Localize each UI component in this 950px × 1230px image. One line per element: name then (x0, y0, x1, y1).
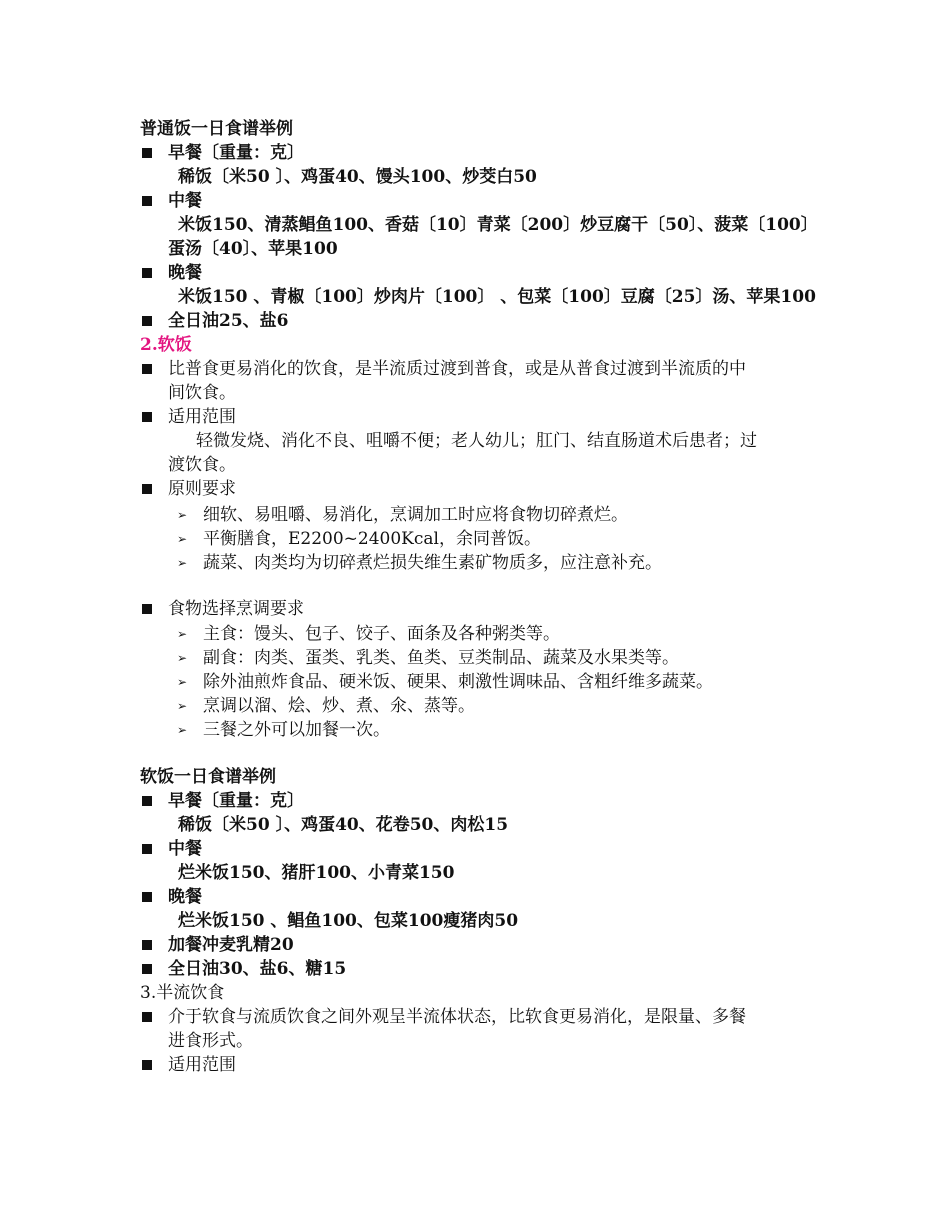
arrowhead-bullet-icon: ➢ (177, 675, 188, 689)
arrowhead-bullet-icon: ➢ (177, 556, 188, 570)
square-bullet-icon (142, 484, 152, 494)
semi-liquid-definition-line-2: 进食形式。 (168, 1031, 253, 1051)
soft-lunch-label: 中餐 (168, 839, 202, 859)
soft-rice-definition-line-1: 比普食更易消化的饮食，是半流质过渡到普食，或是从普食过渡到半流质的中 (168, 359, 746, 379)
lunch-items-line-2: 蛋汤〔40〕、苹果100 (168, 239, 338, 259)
soft-dinner-label: 晚餐 (168, 887, 202, 907)
lunch-label: 中餐 (168, 191, 202, 211)
square-bullet-icon (142, 892, 152, 902)
principle-item: 细软、易咀嚼、易消化，烹调加工时应将食物切碎煮烂。 (203, 505, 628, 525)
square-bullet-icon (142, 604, 152, 614)
principle-item: 平衡膳食，E2200~2400Kcal，余同普饭。 (203, 529, 541, 549)
dinner-label: 晚餐 (168, 263, 202, 283)
food-choice-item: 除外油煎炸食品、硬米饭、硬果、刺激性调味品、含粗纤维多蔬菜。 (203, 672, 713, 692)
square-bullet-icon (142, 364, 152, 374)
scope-text-line-1: 轻微发烧、消化不良、咀嚼不便；老人幼儿；肛门、结直肠道术后患者；过 (196, 431, 757, 451)
breakfast-label: 早餐〔重量：克〕 (168, 143, 304, 163)
square-bullet-icon (142, 1012, 152, 1022)
principle-item: 蔬菜、肉类均为切碎煮烂损失维生素矿物质多，应注意补充。 (203, 553, 662, 573)
arrowhead-bullet-icon: ➢ (177, 508, 188, 522)
daily-oil-salt: 全日油25、盐6 (168, 311, 289, 331)
food-choice-label: 食物选择烹调要求 (168, 599, 304, 619)
square-bullet-icon (142, 268, 152, 278)
breakfast-items: 稀饭〔米50 〕、鸡蛋40、馒头100、炒茭白50 (178, 167, 537, 187)
food-choice-item: 三餐之外可以加餐一次。 (203, 720, 390, 740)
scope-text-line-2: 渡饮食。 (168, 455, 236, 475)
soft-breakfast-label: 早餐〔重量：克〕 (168, 791, 304, 811)
square-bullet-icon (142, 316, 152, 326)
arrowhead-bullet-icon: ➢ (177, 699, 188, 713)
square-bullet-icon (142, 940, 152, 950)
arrowhead-bullet-icon: ➢ (177, 627, 188, 641)
square-bullet-icon (142, 1060, 152, 1070)
arrowhead-bullet-icon: ➢ (177, 532, 188, 546)
semi-liquid-definition-line-1: 介于软食与流质饮食之间外观呈半流体状态，比软食更易消化，是限量、多餐 (168, 1007, 746, 1027)
dinner-items: 米饭150 、青椒〔100〕炒肉片〔100〕 、包菜〔100〕豆腐〔25〕汤、苹果100 (178, 287, 816, 307)
square-bullet-icon (142, 964, 152, 974)
square-bullet-icon (142, 796, 152, 806)
semi-liquid-scope-label: 适用范围 (168, 1055, 236, 1075)
square-bullet-icon (142, 196, 152, 206)
lunch-items-line-1: 米饭150、清蒸鲳鱼100、香菇〔10〕青菜〔200〕炒豆腐干〔50〕、菠菜〔100〕 (178, 215, 818, 235)
scope-label: 适用范围 (168, 407, 236, 427)
square-bullet-icon (142, 844, 152, 854)
food-choice-item: 副食：肉类、蛋类、乳类、鱼类、豆类制品、蔬菜及水果类等。 (203, 648, 679, 668)
semi-liquid-heading: 3.半流饮食 (140, 983, 225, 1003)
soft-dinner-items: 烂米饭150 、鲳鱼100、包菜100瘦猪肉50 (178, 911, 519, 931)
soft-menu-title: 软饭一日食谱举例 (140, 767, 276, 787)
soft-rice-definition-line-2: 间饮食。 (168, 383, 236, 403)
food-choice-item: 主食：馒头、包子、饺子、面条及各种粥类等。 (203, 624, 560, 644)
extra-meal: 加餐冲麦乳精20 (168, 935, 294, 955)
soft-breakfast-items: 稀饭〔米50 〕、鸡蛋40、花卷50、肉松15 (178, 815, 509, 835)
square-bullet-icon (142, 148, 152, 158)
food-choice-item: 烹调以溜、烩、炒、煮、氽、蒸等。 (203, 696, 475, 716)
arrowhead-bullet-icon: ➢ (177, 651, 188, 665)
square-bullet-icon (142, 412, 152, 422)
arrowhead-bullet-icon: ➢ (177, 723, 188, 737)
soft-lunch-items: 烂米饭150、猪肝100、小青菜150 (178, 863, 455, 883)
normal-menu-title: 普通饭一日食谱举例 (140, 119, 293, 139)
daily-oil-salt-sugar: 全日油30、盐6、糖15 (168, 959, 347, 979)
principles-label: 原则要求 (168, 479, 236, 499)
soft-rice-heading: 2.软饭 (140, 335, 192, 355)
